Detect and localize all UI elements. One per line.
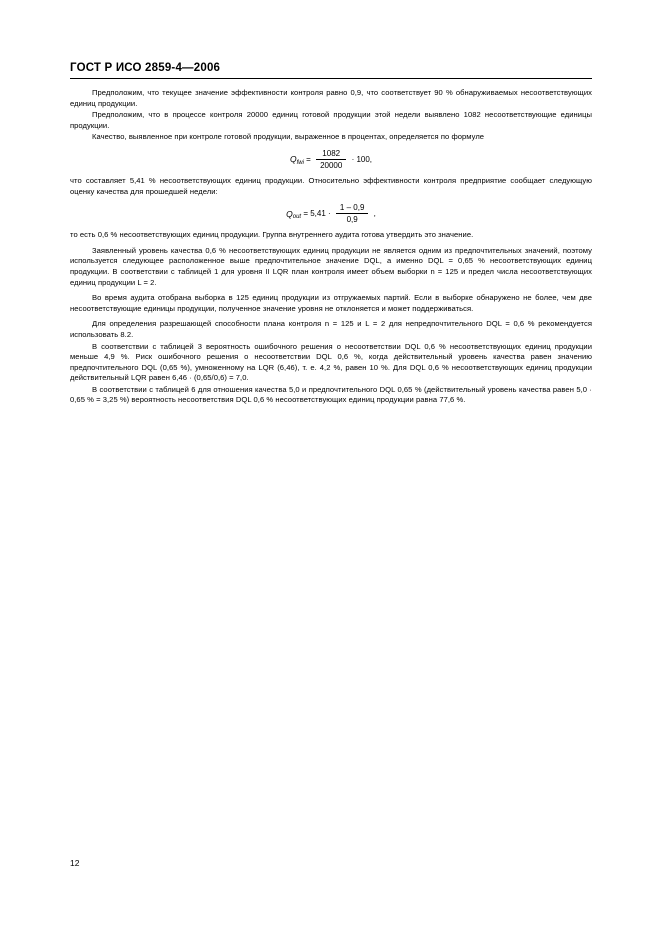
- formula-qfwi-tail: · 100,: [351, 154, 373, 164]
- paragraph-1: Предположим, что текущее значение эффективности контроля равно 0,9, что соответствует 90 % обнаруживаемых несоответствующих единиц продукции.: [70, 88, 592, 108]
- formula-qout-equals: = 5,41 ·: [303, 209, 331, 219]
- formula-qfwi-equals: =: [306, 154, 311, 164]
- formula-qout-denominator: 0,9: [346, 215, 358, 225]
- formula-qfwi: [70, 149, 592, 170]
- formula-qfwi-subscript: fwi: [296, 160, 304, 167]
- paragraph-6: Для определения разрешающей способности плана контроля n = 125 и L = 2 для непредпочтительного DQL = 0,6 % рекомендуется использовать 8.2.: [70, 319, 592, 339]
- paragraph-4: Заявленный уровень качества 0,6 % несоответствующих единиц продукции не является одним из предпочтительных значений, поэтому используется следующее расположенное выше предпочтительное значение DQL, а именно DQL = 0,65 % несоответствующих единиц продукции. В соответствии с таблицей 1 для уровня II LQR план контроля имеет объем выборки n = 125 и предел числа несоответствующих единиц продукции L = 2.: [70, 245, 592, 287]
- page-header: ГОСТ Р ИСО 2859-4—2006: [70, 62, 221, 74]
- formula-qfwi-variable: Q: [289, 154, 297, 165]
- header-divider: [70, 78, 592, 79]
- formula-qout-variable: Q: [286, 208, 293, 219]
- paragraph-7: В соответствии с таблицей 3 вероятность ошибочного решения о несоответствии DQL 0,6 % несоответствующих единиц продукции меньше 4,9 %. Риск ошибочного решения о несоответствии DQL 0,6 %, когда действительный уровень качества равен значению предпочтительного DQL (0,65 %), умноженному на LQR (6,46), т. е. 4,2 %, равен 10 %. Для DQL 0,6 % несоответствующих единиц продукции действительный LQR равен 6,46 · (0,65/0,6) = 7,0.: [70, 341, 592, 383]
- formula-qout-subscript: out: [292, 214, 302, 221]
- paragraph-5: Во время аудита отобрана выборка в 125 единиц продукции из отгружаемых партий. Если в выборке обнаружено не более, чем две несоответствующие единицы продукции, полученное значение уровня не отклоняется и может поддерживаться.: [70, 293, 592, 313]
- formula-qout-fraction: [336, 203, 368, 224]
- document-body: [70, 88, 592, 407]
- paragraph-after-formula-2: то есть 0,6 % несоответствующих единиц продукции. Группа внутреннего аудита готова утвердить это значение.: [70, 230, 474, 240]
- paragraph-8: В соответствии с таблицей 6 для отношения качества 5,0 и предпочтительного DQL 0,65 % (действительный уровень качества равен 5,0 · 0,65 % = 3,25 %) вероятность несоответствия DQL 0,6 % несоответствующих единиц продукции равна 77,6 %.: [70, 384, 592, 405]
- paragraph-3: Качество, выявленное при контроле готовой продукции, выраженное в процентах, определяется по формуле: [92, 132, 485, 142]
- formula-qfwi-numerator: 1082: [316, 149, 346, 160]
- formula-qfwi-fraction: [316, 149, 346, 170]
- paragraph-after-formula-1: что составляет 5,41 % несоответствующих единиц продукции. Относительно эффективности контроля предприятие сообщает следующую оценку качества для прошедшей недели:: [70, 175, 592, 196]
- formula-qout: [70, 203, 592, 224]
- page-number: 12: [70, 858, 80, 868]
- paragraph-2: Предположим, что в процессе контроля 20000 единиц готовой продукции этой недели выявлено 1082 несоответствующие единицы продукции.: [70, 110, 592, 130]
- formula-qfwi-denominator: 20000: [320, 160, 343, 170]
- formula-qout-numerator: 1 – 0,9: [336, 203, 368, 214]
- formula-qout-tail: ,: [373, 209, 376, 219]
